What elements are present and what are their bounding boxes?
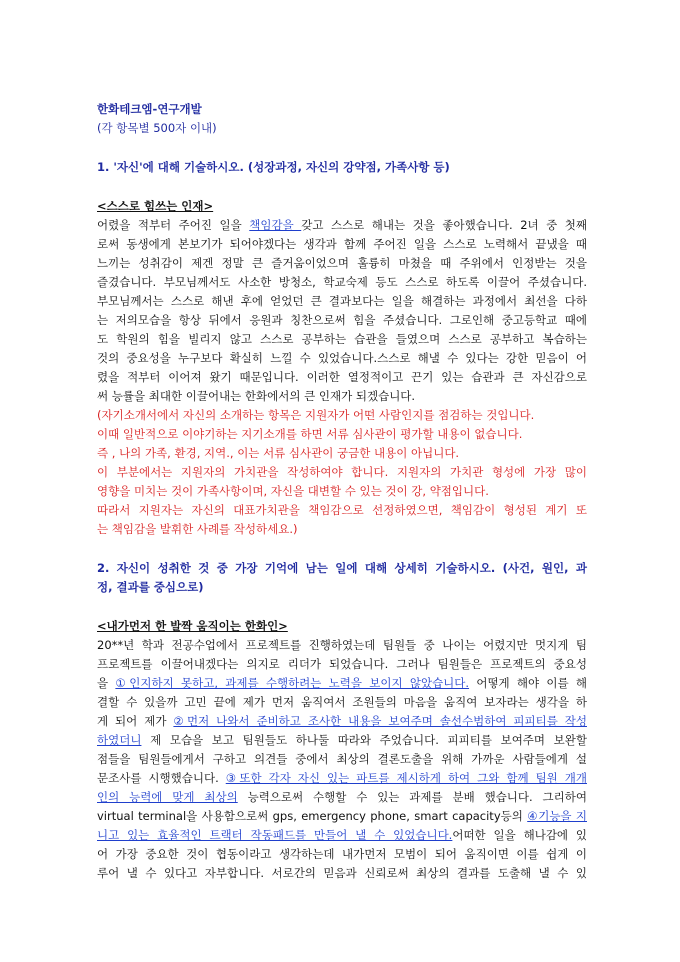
answer-1-line: 도 학원의 힘을 빌리지 않고 스스로 공부하는 습관을 들였으며 스스로 공부하고 복습하는 [97,332,587,346]
text-run: 갖고 스스로 해내는 것을 좋아했습니다. 2녀 중 첫째 [301,218,587,232]
reviewer-comment-line: 따라서 지원자는 자신의 대표가치관을 책임감으로 선정하였으면, 책임감이 형성된 계기 또 [97,503,587,517]
answer-1-line: 부모님께서는 스스로 해낸 후에 얻었던 큰 결과보다는 일을 해결하는 과정에서 최선을 다하 [97,294,587,308]
answer-1-line: 것의 중요성을 누구보다 확실히 느낄 수 있었습니다.스스로 해낼 수 있다는 강한 믿음이 어 [97,351,587,365]
document-page [97,100,587,883]
text-run: 어떠한 일을 해나감에 있 [452,828,587,842]
answer-2-line [97,807,587,826]
answer-2-heading: <내가먼저 한 발짝 움직이는 한화인> [97,619,288,633]
highlight-2: ②먼저 나와서 준비하고 조사한 내용을 보여주며 솔선수범하여 피피티를 작성 [173,714,587,728]
answer-2-line: 20**년 학과 전공수업에서 프로젝트를 진행하였는데 팀원들 중 나이는 어렸지만 멋지게 팀 [97,638,587,652]
highlight-3-cont: 인의 능력에 맞게 최상의 [97,790,238,804]
answer-2-line [97,826,587,845]
highlight-4: ④기능을 지 [527,809,587,823]
highlight-3: ③또한 각자 자신 있는 파트를 제시하게 하여 그와 함께 팀원 개개 [225,771,587,785]
document-title: 한화테크엠-연구개발 [97,102,202,116]
reviewer-comment-line: 는 책임감을 발휘한 사례를 작성하세요.) [97,522,298,536]
answer-1-line: 는 저의모습을 항상 뒤에서 응원과 칭찬으로써 힘을 주셨습니다. 그로인해 중고등학교 때에 [97,313,587,327]
highlight-2-cont: 하였더니 [97,733,142,747]
answer-2-line [97,731,587,750]
answer-2-line [97,769,587,788]
text-run: 능력으로써 수행할 수 있는 과제를 분배 했습니다. 그리하여 [237,790,587,804]
text-run: 어떻게 해야 이를 해 [469,676,587,690]
answer-2-line: 결할 수 있을까 고민 끝에 제가 먼저 움직여서 조원들의 마음을 움직여 보자라는 생각을 하 [97,695,587,709]
highlight-1: ①인지하지 못하고, 과제를 수행하려는 노력을 보이지 않았습니다. [115,676,470,690]
question-1: 1. '자신'에 대해 기술하시오. (성장과정, 자신의 강약점, 가족사항 등) [97,160,450,174]
answer-2-line [97,712,587,731]
answer-2-line: 점들을 팀원들에게서 구하고 의견들 중에서 최상의 결론도출을 위해 가까운 사람들에게 설 [97,752,587,766]
answer-1-line: 렸을 적부터 이어져 왔기 때문입니다. 이러한 열정적이고 끈기 있는 습관과 큰 자신감으로 [97,370,587,384]
question-2-line: 2. 자신이 성취한 것 중 가장 기억에 남는 일에 대해 상세히 기술하시오. (사건, 원인, 과 [97,561,587,575]
text-run: 제 모습을 보고 팀원들도 하나둘 따라와 주었습니다. 피피티를 보여주며 보완할 [141,733,587,747]
question-2-line: 정, 결과를 중심으로) [97,580,204,594]
text-run: 을 [97,676,116,690]
text-run: 문조사를 시행했습니다. [97,771,226,785]
question-2 [97,559,587,597]
reviewer-comment-line: 이 부분에서는 지원자의 가치관을 작성하여야 합니다. 지원자의 가치관 형성에 가장 많이 [97,465,587,479]
answer-2-line: 어 가장 중요한 것이 협동이라고 생각하는데 내가먼저 모범이 되어 움직이면 이를 쉽게 이 [97,847,587,861]
answer-2-line [97,674,587,693]
reviewer-comment-line: 영향을 미치는 것이 가족사항이며, 자신을 대변할 수 있는 것이 강, 약점입니다. [97,484,489,498]
answer-2-line [97,788,587,807]
answer-1-line: 로써 동생에게 본보기가 되어야겠다는 생각과 함께 주어진 일을 스스로 노력해서 끝냈을 때 [97,237,587,251]
answer-1-heading: <스스로 힘쓰는 인재> [97,199,214,213]
answer-1-line [97,216,587,235]
answer-2-line: 루어 낼 수 있다고 자부합니다. 서로간의 믿음과 신뢰로써 최상의 결과를 도출해 낼 수 있 [97,866,587,880]
highlight-responsibility: 책임감을 [249,218,302,232]
highlight-4-cont: 니고 있는 효율적인 트랙터 작동패드를 만들어 낼 수 있었습니다. [97,828,453,842]
text-run: virtual terminal을 사용함으로써 gps, emergency phone, smart capacity등의 [97,809,528,823]
answer-1-line: 즐겼습니다. 부모님께서도 사소한 방청소, 학교숙제 등도 스스로 하도록 이끌어 주셨습니다. [97,275,587,289]
reviewer-comment-line: 이때 일반적으로 이야기하는 지기소개를 하면 서류 심사관이 평가할 내용이 없습니다. [97,427,523,441]
reviewer-comment-line: 즉 , 나의 가족, 환경, 지역., 이는 서류 심사관이 궁금한 내용이 아닙니다. [97,446,460,460]
answer-1-line: 써 능률을 최대한 이끌어내는 한화에서의 큰 인재가 되겠습니다. [97,389,416,403]
text-run: 게 되어 제가 [97,714,174,728]
answer-1-line: 느끼는 성취감이 제겐 정말 큰 즐거움이었으며 훌륭히 마쳤을 때 주위에서 인정받는 것을 [97,256,587,270]
reviewer-comment-line: (자기소개서에서 자신의 소개하는 항목은 지원자가 어떤 사람인지를 점검하는 것입니다. [97,408,535,422]
text-run: 어렸을 적부터 주어진 일을 [97,218,250,232]
answer-2-line: 프로젝트를 이끌어내겠다는 의지로 리더가 되었습니다. 그러나 팀원들은 프로젝트의 중요성 [97,657,587,671]
length-limit-note: (각 항목별 500자 이내) [97,121,217,135]
